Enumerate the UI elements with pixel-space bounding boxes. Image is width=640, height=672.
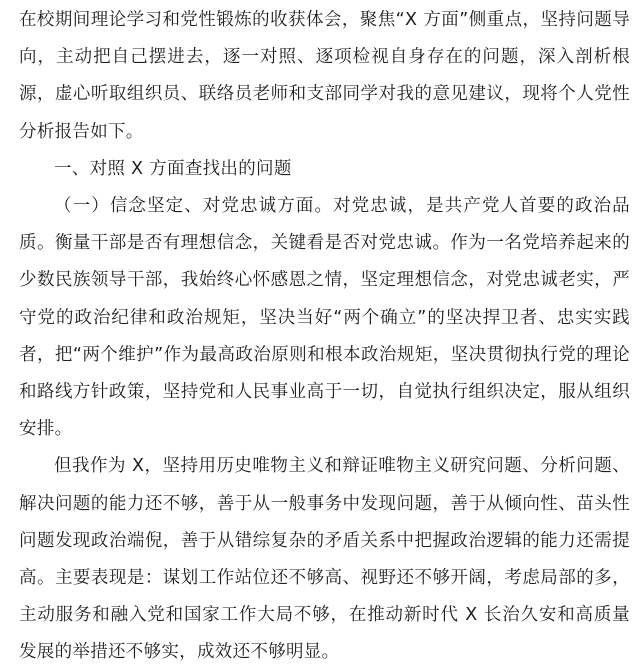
intro-paragraph: 在校期间理论学习和党性锻炼的收获体会，聚焦“X 方面”侧重点，坚持问题导向，主动把自己摆进去，逐一对照、逐项检视自身存在的问题，深入剖析根源，虚心听取组织员、联络员老师和支部同学对我的意见建议，现将个人党性分析报告如下。 [19, 10, 630, 142]
section-heading: 一、对照 X 方面查找出的问题 [54, 158, 292, 179]
body-paragraph-shortcomings: 但我作为 X，坚持用历史唯物主义和辩证唯物主义研究问题、分析问题、解决问题的能力还不够，善于从一般事务中发现问题，善于从倾向性、苗头性问题发现政治端倪，善于从错综复杂的矛盾关系中把握政治逻辑的能力还需提高。主要表现是：谋划工作站位还不够高、视野还不够开阔，考虑局部的多，主动服务和融入党和国家工作大局不够，在推动新时代 X 长治久安和高质量发展的举措还不够实，成效还不够明显。 [19, 456, 630, 663]
body-paragraph-loyalty: （一）信念坚定、对党忠诚方面。对党忠诚，是共产党人首要的政治品质。衡量干部是否有理想信念，关键看是否对党忠诚。作为一名党培养起来的少数民族领导干部，我始终心怀感恩之情，坚定理想信念，对党忠诚老实，严守党的政治纪律和政治规矩，坚决当好“两个确立”的坚决捍卫者、忠实实践者，把“两个维护”作为最高政治原则和根本政治规矩，坚决贯彻执行党的理论和路线方针政策，坚持党和人民事业高于一切，自觉执行组织决定，服从组织安排。 [19, 196, 630, 440]
